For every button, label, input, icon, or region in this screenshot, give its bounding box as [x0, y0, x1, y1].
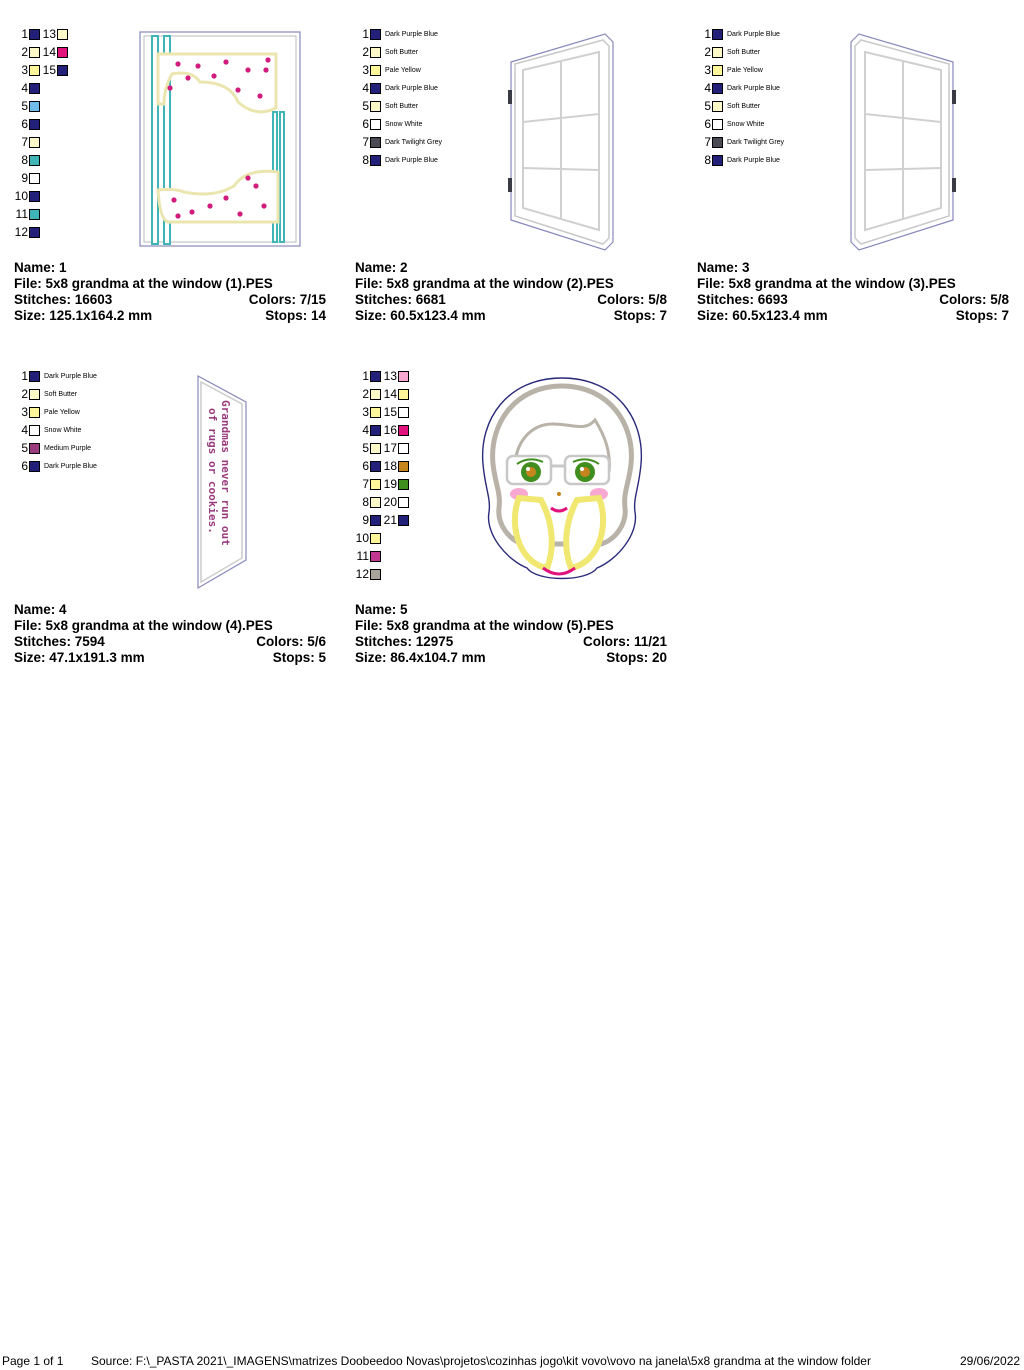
color-name: Snow White — [44, 426, 82, 434]
palette-entry — [14, 170, 40, 186]
palette-index: 4 — [704, 81, 711, 95]
source-path: Source: F:\_PASTA 2021\_IMAGENS\matrizes Doobeedoo Novas\projetos\cozinhas jogo\kit vovo\vovo na janela\5x8 grandma at the window folder — [91, 1354, 871, 1368]
window-right-preview — [847, 32, 959, 252]
palette-entry — [383, 440, 409, 456]
palette-index: 14 — [383, 387, 397, 401]
palette-index: 15 — [383, 405, 397, 419]
stitch-count: Stitches: 12975 — [355, 634, 454, 649]
palette-entry — [14, 206, 40, 222]
color-name: Soft Butter — [385, 48, 419, 56]
design-file: File: 5x8 grandma at the window (1).PES — [14, 276, 273, 291]
color-name: Pale Yellow — [727, 66, 763, 74]
design-size: Size: 60.5x123.4 mm — [355, 308, 486, 323]
palette-index: 6 — [362, 459, 369, 473]
palette-index: 3 — [362, 63, 369, 77]
palette-entry — [14, 440, 91, 456]
tab-text-line-2: of rugs or cookies. — [206, 408, 219, 534]
color-swatch — [370, 461, 381, 472]
palette-entry — [355, 512, 381, 528]
stitch-count: Stitches: 7594 — [14, 634, 105, 649]
palette-index: 8 — [704, 153, 711, 167]
palette-index: 3 — [362, 405, 369, 419]
palette-entry — [355, 98, 418, 114]
palette-entry — [697, 98, 760, 114]
color-swatch — [370, 65, 381, 76]
palette-index: 8 — [362, 495, 369, 509]
design-name: Name: 3 — [697, 260, 750, 275]
palette-entry — [697, 116, 764, 132]
curtain-window-preview — [138, 30, 308, 250]
palette-index: 7 — [362, 477, 369, 491]
color-swatch — [29, 83, 40, 94]
palette-entry — [14, 80, 40, 96]
palette-index: 21 — [383, 513, 397, 527]
palette-index: 2 — [704, 45, 711, 59]
color-swatch — [370, 569, 381, 580]
design-file: File: 5x8 grandma at the window (5).PES — [355, 618, 614, 633]
color-swatch — [370, 479, 381, 490]
palette-entry — [42, 62, 68, 78]
design-name: Name: 1 — [14, 260, 67, 275]
color-swatch — [29, 443, 40, 454]
palette-entry — [14, 458, 97, 474]
color-swatch — [370, 137, 381, 148]
palette-index: 8 — [362, 153, 369, 167]
page-footer — [0, 1354, 1024, 1370]
palette-entry — [355, 62, 421, 78]
palette-entry — [14, 224, 40, 240]
palette-index: 6 — [21, 459, 28, 473]
palette-entry — [355, 116, 422, 132]
color-swatch — [370, 497, 381, 508]
color-swatch — [370, 443, 381, 454]
design-card-3 — [697, 26, 1009, 346]
color-swatch — [29, 65, 40, 76]
palette-index: 16 — [383, 423, 397, 437]
palette-index: 3 — [21, 63, 28, 77]
color-name: Dark Purple Blue — [44, 462, 97, 470]
palette-index: 7 — [704, 135, 711, 149]
palette-index: 7 — [362, 135, 369, 149]
palette-index: 1 — [362, 369, 369, 383]
color-name: Dark Purple Blue — [385, 84, 438, 92]
palette-index: 9 — [362, 513, 369, 527]
palette-index: 5 — [21, 99, 28, 113]
color-swatch — [29, 371, 40, 382]
color-name: Pale Yellow — [44, 408, 80, 416]
palette-index: 4 — [362, 81, 369, 95]
palette-index: 20 — [383, 495, 397, 509]
color-swatch — [398, 443, 409, 454]
palette-index: 11 — [356, 549, 369, 563]
design-card-1 — [14, 26, 326, 346]
color-swatch — [712, 155, 723, 166]
palette-entry — [355, 386, 381, 402]
color-name: Dark Purple Blue — [727, 84, 780, 92]
color-swatch — [57, 47, 68, 58]
color-swatch — [370, 389, 381, 400]
stop-count: Stops: 7 — [613, 308, 667, 323]
color-swatch — [370, 515, 381, 526]
palette-index: 5 — [21, 441, 28, 455]
palette-entry — [42, 44, 68, 60]
palette-index: 3 — [704, 63, 711, 77]
palette-index: 5 — [362, 441, 369, 455]
color-name: Soft Butter — [385, 102, 419, 110]
palette-index: 12 — [355, 567, 369, 581]
color-count: Colors: 7/15 — [248, 292, 326, 307]
color-swatch — [398, 425, 409, 436]
color-swatch — [398, 479, 409, 490]
palette-index: 9 — [21, 171, 28, 185]
palette-index: 4 — [21, 81, 28, 95]
color-name: Soft Butter — [44, 390, 78, 398]
color-swatch — [29, 389, 40, 400]
design-file: File: 5x8 grandma at the window (3).PES — [697, 276, 956, 291]
palette-index: 2 — [362, 45, 369, 59]
palette-index: 11 — [15, 207, 28, 221]
color-swatch — [370, 83, 381, 94]
palette-entry — [14, 368, 97, 384]
color-swatch — [370, 533, 381, 544]
palette-index: 18 — [383, 459, 397, 473]
palette-index: 5 — [704, 99, 711, 113]
palette-entry — [383, 404, 409, 420]
color-swatch — [712, 101, 723, 112]
palette-entry — [383, 476, 409, 492]
color-swatch — [57, 65, 68, 76]
palette-entry — [14, 26, 40, 42]
tab-text-line-1: Grandmas never run out — [219, 400, 232, 546]
color-swatch — [29, 119, 40, 130]
palette-index: 15 — [42, 63, 56, 77]
stop-count: Stops: 14 — [265, 308, 326, 323]
palette-entry — [355, 26, 438, 42]
palette-index: 7 — [21, 135, 28, 149]
palette-entry — [14, 152, 40, 168]
color-swatch — [712, 83, 723, 94]
palette-entry — [14, 62, 40, 78]
color-swatch — [29, 47, 40, 58]
color-swatch — [398, 515, 409, 526]
design-name: Name: 2 — [355, 260, 408, 275]
palette-entry — [14, 386, 77, 402]
palette-entry — [383, 422, 409, 438]
color-swatch — [370, 119, 381, 130]
palette-entry — [14, 134, 40, 150]
palette-entry — [14, 44, 40, 60]
color-name: Medium Purple — [44, 444, 92, 452]
color-swatch — [712, 47, 723, 58]
palette-entry — [383, 458, 409, 474]
color-swatch — [370, 155, 381, 166]
palette-entry — [355, 530, 381, 546]
color-count: Colors: 5/8 — [597, 292, 667, 307]
palette-index: 19 — [383, 477, 397, 491]
color-swatch — [29, 461, 40, 472]
palette-index: 1 — [704, 27, 711, 41]
color-swatch — [712, 65, 723, 76]
palette-entry — [355, 152, 438, 168]
palette-entry — [355, 566, 381, 582]
color-swatch — [29, 137, 40, 148]
color-name: Pale Yellow — [385, 66, 421, 74]
color-swatch — [29, 209, 40, 220]
design-size: Size: 60.5x123.4 mm — [697, 308, 828, 323]
stop-count: Stops: 7 — [955, 308, 1009, 323]
palette-index: 3 — [21, 405, 28, 419]
stitch-count: Stitches: 6693 — [697, 292, 788, 307]
design-file: File: 5x8 grandma at the window (4).PES — [14, 618, 273, 633]
color-swatch — [29, 155, 40, 166]
color-swatch — [712, 29, 723, 40]
color-name: Dark Twilight Grey — [727, 138, 785, 146]
stitch-count: Stitches: 6681 — [355, 292, 446, 307]
color-swatch — [370, 101, 381, 112]
page-indicator: Page 1 of 1 — [2, 1354, 64, 1368]
palette-entry — [355, 80, 438, 96]
stitch-count: Stitches: 16603 — [14, 292, 113, 307]
color-count: Colors: 5/6 — [256, 634, 326, 649]
color-name: Dark Purple Blue — [727, 156, 780, 164]
palette-index: 1 — [21, 369, 28, 383]
color-swatch — [370, 47, 381, 58]
color-name: Dark Purple Blue — [385, 156, 438, 164]
color-name: Dark Purple Blue — [727, 30, 780, 38]
color-swatch — [370, 371, 381, 382]
stop-count: Stops: 5 — [272, 650, 326, 665]
palette-entry — [697, 152, 780, 168]
color-count: Colors: 5/8 — [939, 292, 1009, 307]
palette-index: 12 — [14, 225, 28, 239]
palette-entry — [383, 494, 409, 510]
color-swatch — [398, 371, 409, 382]
palette-entry — [355, 422, 381, 438]
color-name: Dark Purple Blue — [44, 372, 97, 380]
color-swatch — [712, 137, 723, 148]
palette-entry — [697, 80, 780, 96]
color-swatch — [398, 461, 409, 472]
palette-index: 6 — [362, 117, 369, 131]
palette-index: 10 — [355, 531, 369, 545]
palette-index: 8 — [21, 153, 28, 167]
palette-index: 17 — [383, 441, 397, 455]
color-swatch — [29, 407, 40, 418]
color-swatch — [398, 497, 409, 508]
palette-index: 2 — [362, 387, 369, 401]
color-swatch — [398, 389, 409, 400]
design-card-4 — [14, 368, 326, 688]
palette-entry — [355, 404, 381, 420]
design-card-5 — [355, 368, 667, 688]
palette-entry — [14, 404, 80, 420]
palette-entry — [14, 422, 81, 438]
quote-tab-preview — [192, 374, 256, 590]
palette-index: 13 — [383, 369, 397, 383]
palette-index: 5 — [362, 99, 369, 113]
palette-entry — [355, 368, 381, 384]
palette-index: 1 — [21, 27, 28, 41]
palette-index: 4 — [21, 423, 28, 437]
palette-entry — [14, 188, 40, 204]
palette-index: 4 — [362, 423, 369, 437]
design-size: Size: 86.4x104.7 mm — [355, 650, 486, 665]
palette-entry — [355, 476, 381, 492]
color-swatch — [29, 191, 40, 202]
palette-entry — [14, 98, 40, 114]
color-swatch — [370, 29, 381, 40]
design-name: Name: 4 — [14, 602, 67, 617]
color-name: Dark Purple Blue — [385, 30, 438, 38]
palette-index: 2 — [21, 387, 28, 401]
stop-count: Stops: 20 — [606, 650, 667, 665]
color-name: Soft Butter — [727, 48, 761, 56]
color-name: Snow White — [385, 120, 423, 128]
print-date: 29/06/2022 — [960, 1354, 1021, 1368]
color-count: Colors: 11/21 — [582, 634, 667, 649]
palette-entry — [697, 44, 760, 60]
palette-index: 6 — [21, 117, 28, 131]
color-name: Dark Twilight Grey — [385, 138, 443, 146]
window-left-preview — [505, 32, 617, 252]
palette-entry — [383, 368, 409, 384]
color-swatch — [29, 101, 40, 112]
color-swatch — [29, 173, 40, 184]
color-swatch — [370, 551, 381, 562]
palette-entry — [697, 26, 780, 42]
design-size: Size: 125.1x164.2 mm — [14, 308, 153, 323]
palette-entry — [383, 386, 409, 402]
design-card-2 — [355, 26, 667, 346]
color-swatch — [370, 425, 381, 436]
design-name: Name: 5 — [355, 602, 408, 617]
palette-entry — [355, 458, 381, 474]
grandma-face-preview — [467, 372, 657, 592]
color-swatch — [29, 227, 40, 238]
palette-entry — [355, 44, 418, 60]
design-size: Size: 47.1x191.3 mm — [14, 650, 145, 665]
palette-entry — [383, 512, 409, 528]
color-swatch — [712, 119, 723, 130]
palette-entry — [42, 26, 68, 42]
palette-entry — [355, 548, 381, 564]
design-file: File: 5x8 grandma at the window (2).PES — [355, 276, 614, 291]
color-swatch — [29, 425, 40, 436]
color-name: Soft Butter — [727, 102, 761, 110]
color-swatch — [29, 29, 40, 40]
palette-index: 10 — [14, 189, 28, 203]
palette-entry — [355, 134, 442, 150]
color-swatch — [398, 407, 409, 418]
color-name: Snow White — [727, 120, 765, 128]
palette-index: 13 — [42, 27, 56, 41]
palette-index: 6 — [704, 117, 711, 131]
color-swatch — [370, 407, 381, 418]
palette-entry — [697, 62, 763, 78]
palette-entry — [355, 494, 381, 510]
palette-entry — [697, 134, 784, 150]
palette-entry — [355, 440, 381, 456]
color-swatch — [57, 29, 68, 40]
palette-index: 14 — [42, 45, 56, 59]
palette-entry — [14, 116, 40, 132]
palette-index: 2 — [21, 45, 28, 59]
palette-index: 1 — [362, 27, 369, 41]
